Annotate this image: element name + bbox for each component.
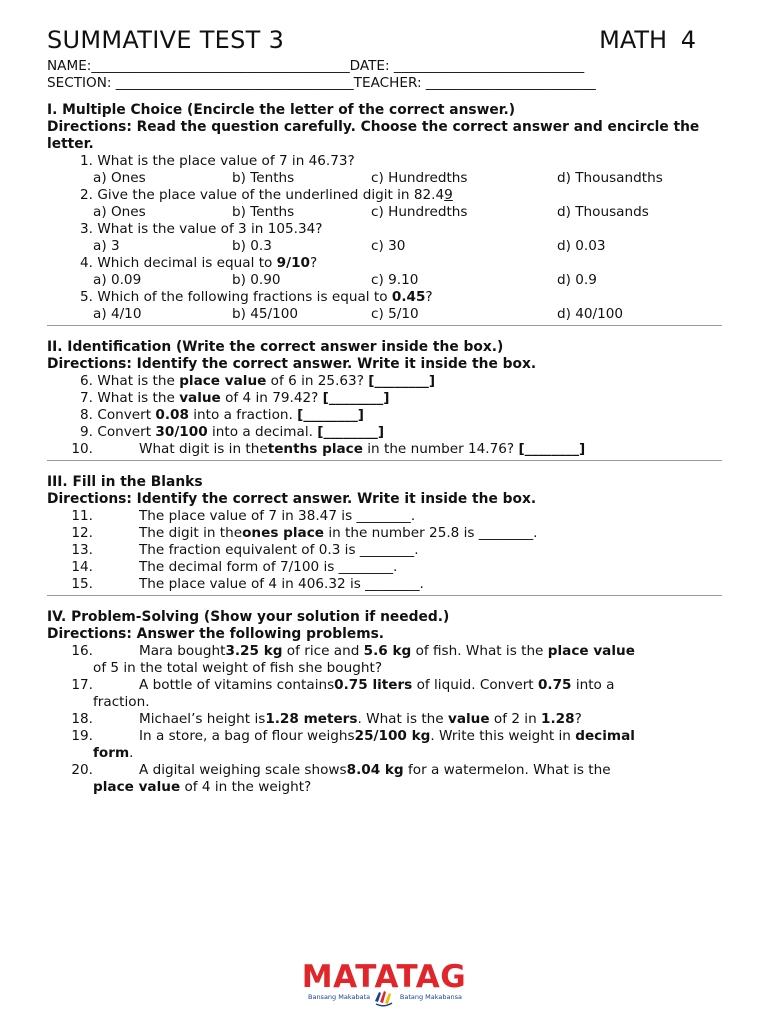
part-1-directions: Directions: Read the question carefully. Choose the correct answer and encircle the letter. [47,119,700,152]
question-number: 17. [71,677,93,693]
part-2-title: II. Identification (Write the correct answer inside the box.) [47,339,504,355]
question-text: of liquid. Convert [412,677,538,693]
question-number: 10. [71,441,93,457]
tagline-right: Batang Makabansa [399,993,462,1001]
question-bold-term: 5.6 kg [363,643,412,659]
question-4 [47,255,722,272]
part-1-title: I. Multiple Choice (Encircle the letter of the correct answer.) [47,102,516,118]
question-bold-term: ones place [242,525,324,541]
question-number: 15. [71,576,93,592]
question-text-end: ? [574,711,582,727]
question-16 [47,643,722,660]
choices-3 [47,238,722,255]
question-text: Michael’s height is [139,711,266,727]
question-number: 7. [80,390,93,406]
answer-box[interactable]: [________] [317,424,385,440]
part-4-title: IV. Problem-Solving (Show your solution if needed.) [47,609,450,625]
question-text: Convert [97,407,156,423]
question-20 [47,762,722,779]
answer-box[interactable]: [________] [518,441,586,457]
question-12 [47,525,722,542]
question-text-end: . [129,745,134,761]
choices-4 [47,272,722,289]
question-number: 8. [80,407,93,423]
choice-c[interactable]: c) 30 [371,238,406,254]
question-1 [47,153,722,170]
question-bold-term: decimal [575,728,635,744]
question-18 [47,711,722,728]
question-bold-term: 1.28 [541,711,575,727]
question-number: 4. [80,255,93,271]
question-text: In a store, a bag of flour weighs [139,728,355,744]
question-8 [47,407,722,424]
question-number: 14. [71,559,93,575]
part-4-problem-solving [47,609,722,796]
section-teacher-line: SECTION: ___________________________________TEACHER: _________________________ [47,75,596,91]
logo-tagline [300,992,468,1006]
question-19-continued [47,745,722,762]
question-5 [47,289,722,306]
logo-mark-icon [373,989,395,1007]
question-3 [47,221,722,238]
question-text: A digital weighing scale shows [139,762,347,778]
question-bold-term: value [179,390,221,406]
question-bold-term: 0.08 [155,407,189,423]
choice-d[interactable]: d) Thousands [557,204,649,220]
question-text: What is the [97,390,180,406]
question-number: 6. [80,373,93,389]
choice-c[interactable]: c) 5/10 [371,306,419,322]
question-17-continued: fraction. [93,694,150,710]
answer-box[interactable]: [________] [322,390,390,406]
question-20-continued [47,779,722,796]
question-19 [47,728,722,745]
part-1-multiple-choice [47,102,722,323]
part-3-fill-in-blanks [47,474,722,593]
question-text-end: into a fraction. [188,407,298,423]
question-text: of 2 in [489,711,542,727]
question-text: for a watermelon. What is the [403,762,611,778]
name-date-line: NAME:______________________________________DATE: ____________________________ [47,58,585,74]
question-number: 9. [80,424,93,440]
question-11 [47,508,722,525]
question-text: A bottle of vitamins contains [139,677,335,693]
question-bold-term: 25/100 kg [354,728,431,744]
choice-a[interactable]: a) 0.09 [93,272,142,288]
question-text-end: of 6 in 25.63? [266,373,369,389]
question-text: into a [571,677,615,693]
question-bold-term: 8.04 kg [346,762,404,778]
choice-c[interactable]: c) Hundredths [371,204,468,220]
question-text-end: in the number 25.8 is ________. [324,525,538,541]
question-number: 2. [80,187,93,203]
answer-box[interactable]: [________] [368,373,436,389]
choices-5 [47,306,722,323]
choice-d[interactable]: d) 40/100 [557,306,624,322]
question-bold-term: 3.25 kg [225,643,283,659]
underlined-digit: 9 [444,187,453,203]
choice-a[interactable]: a) Ones [93,170,146,186]
choices-2 [47,204,722,221]
logo-wordmark: MATATAG [301,959,467,995]
choice-c[interactable]: c) 9.10 [371,272,419,288]
part-4-directions: Directions: Answer the following problems. [47,626,385,642]
question-bold-term: 0.75 liters [334,677,413,693]
subject-label: MATH 4 [599,26,696,54]
question-text: What is the place value of 7 in 46.73? [97,153,355,169]
part-2-identification [47,339,722,458]
question-6 [47,373,722,390]
question-number: 13. [71,542,93,558]
question-bold-term: form [93,745,130,761]
question-text: The decimal form of 7/100 is ________. [139,559,398,575]
part-3-title: III. Fill in the Blanks [47,474,203,490]
question-text-end: ? [310,255,318,271]
matatag-logo [300,959,468,1012]
question-17 [47,677,722,694]
question-15 [47,576,722,593]
question-text-end: of 4 in the weight? [180,779,312,795]
choice-d[interactable]: d) Thousandths [557,170,663,186]
question-16-continued: of 5 in the total weight of fish she bought? [93,660,383,676]
question-number: 16. [71,643,93,659]
question-text: What digit is in the [139,441,268,457]
question-number: 3. [80,221,93,237]
question-number: 19. [71,728,93,744]
part-3-directions: Directions: Identify the correct answer. Write it inside the box. [47,491,537,507]
question-text: What is the [97,373,180,389]
question-2 [47,187,722,204]
question-text: . What is the [357,711,448,727]
choice-b[interactable]: b) 0.90 [232,272,281,288]
tagline-left: Bansang Makabata [308,993,371,1001]
question-9 [47,424,722,441]
title-row [47,26,722,58]
question-text: . Write this weight in [430,728,576,744]
choice-b[interactable]: b) Tenths [232,170,295,186]
question-text: Give the place value of the underlined digit in 82.4 [97,187,445,203]
choice-a[interactable]: a) Ones [93,204,146,220]
question-13 [47,542,722,559]
question-text-end: of 4 in 79.42? [220,390,323,406]
question-text: Mara bought [139,643,226,659]
question-bold-term: value [447,711,490,727]
question-bold-term: place value [547,643,635,659]
question-text-end: into a decimal. [207,424,318,440]
question-text: of rice and [282,643,364,659]
question-text-end: ? [425,289,433,305]
question-10 [47,441,722,458]
choice-b[interactable]: b) 0.3 [232,238,272,254]
question-number: 18. [71,711,93,727]
question-text: The place value of 7 in 38.47 is ________. [139,508,416,524]
question-7 [47,390,722,407]
question-text: Which decimal is equal to [97,255,277,271]
question-bold-term: tenths place [267,441,363,457]
question-text: Convert [97,424,156,440]
question-number: 5. [80,289,93,305]
question-14 [47,559,722,576]
worksheet-page [47,26,722,796]
question-text-end: in the number 14.76? [362,441,519,457]
question-text: What is the value of 3 in 105.34? [97,221,323,237]
question-bold-term: 30/100 [155,424,208,440]
choice-a[interactable]: a) 3 [93,238,120,254]
question-text: The fraction equivalent of 0.3 is ________. [139,542,419,558]
choice-d[interactable]: d) 0.9 [557,272,597,288]
choices-1 [47,170,722,187]
choice-c[interactable]: c) Hundredths [371,170,468,186]
question-bold-term: 0.75 [537,677,572,693]
question-text: The place value of 4 in 406.32 is ________. [139,576,424,592]
question-number: 1. [80,153,93,169]
part-2-directions: Directions: Identify the correct answer. Write it inside the box. [47,356,537,372]
question-number: 12. [71,525,93,541]
question-text: of fish. What is the [411,643,548,659]
question-bold-term: place value [179,373,267,389]
choice-b[interactable]: b) Tenths [232,204,295,220]
choice-a[interactable]: a) 4/10 [93,306,142,322]
answer-box[interactable]: [________] [297,407,364,423]
question-bold-term: place value [93,779,181,795]
choice-b[interactable]: b) 45/100 [232,306,299,322]
question-text: Which of the following fractions is equal to [97,289,392,305]
question-bold-term: 1.28 meters [265,711,358,727]
test-title: SUMMATIVE TEST 3 [47,26,285,54]
question-text: The digit in the [139,525,243,541]
question-number: 20. [71,762,93,778]
question-number: 11. [71,508,93,524]
choice-d[interactable]: d) 0.03 [557,238,606,254]
question-bold-term: 0.45 [391,289,426,305]
question-bold-term: 9/10 [276,255,311,271]
